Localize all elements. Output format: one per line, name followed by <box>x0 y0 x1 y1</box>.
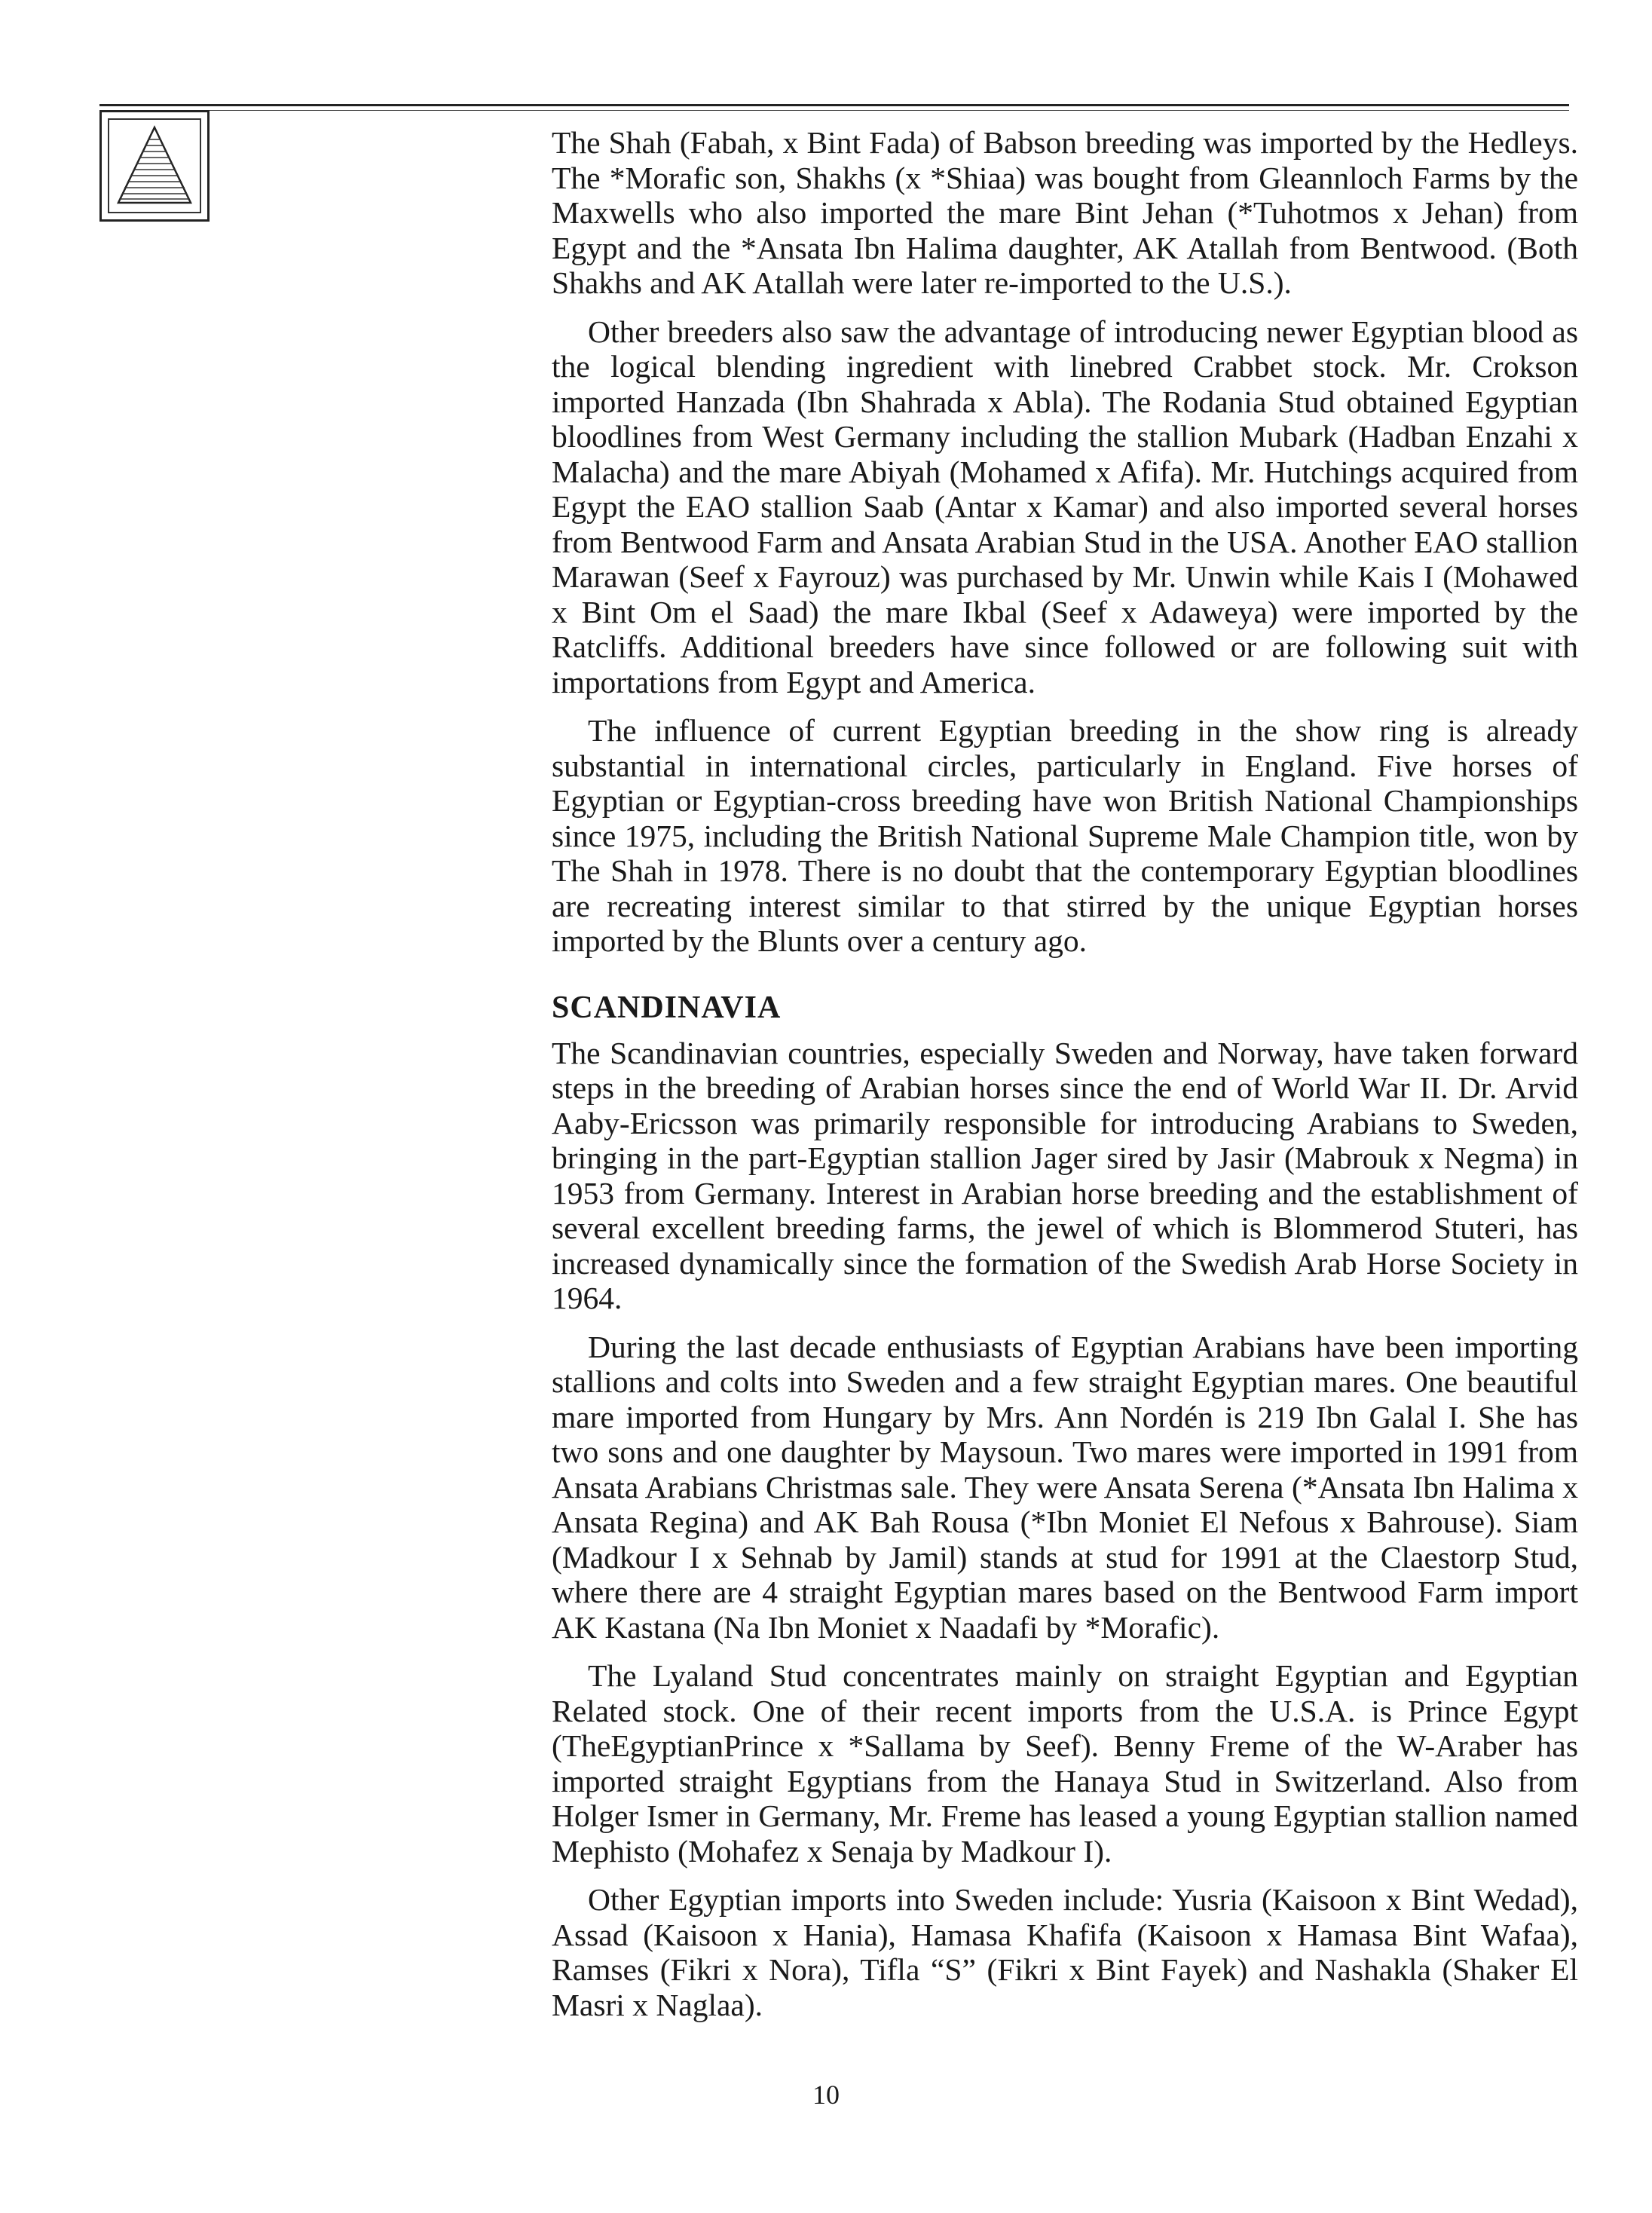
paragraph-other-imports: Other Egyptian imports into Sweden include: Yusria (Kaisoon x Bint Wedad), Assad (Kaisoon x Hania), Hamasa Khafifa (Kaisoon x Hamasa Bint Wafaa), Ramses (Fikri x Nora), Tifla “S” (Fikri x Bint Fayek) and Nashakla (Shaker El Masri x Naglaa). <box>552 1882 1578 2022</box>
paragraph-the-shah: The Shah (Fabah, x Bint Fada) of Babson breeding was imported by the Hedleys. The *Morafic son, Shakhs (x *Shiaa) was bought from Gleannloch Farms by the Maxwells who also imported the mare Bint Jehan (*Tuhotmos x Jehan) from Egypt and the *Ansata Ibn Halima daughter, AK Atallah from Bentwood. (Both Shakhs and AK Atallah were later re-imported to the U.S.). <box>552 125 1578 300</box>
paragraph-show-ring-influence: The influence of current Egyptian breeding in the show ring is already substantial in international circles, particularly in England. Five horses of Egyptian or Egyptian-cross breeding have won British National Championships since 1975, including the British National Supreme Male Champion title, won by The Shah in 1978. There is no doubt that the contemporary Egyptian bloodlines are recreating interest similar to that stirred by the unique Egyptian horses imported by the Blunts over a century ago. <box>552 713 1578 958</box>
section-heading-scandinavia: SCANDINAVIA <box>552 990 782 1025</box>
paragraph-scandinavian-countries: The Scandinavian countries, especially Sweden and Norway, have taken forward steps in the breeding of Arabian horses since the end of World War II. Dr. Arvid Aaby-Ericsson was primarily responsible for introducing Arabians to Sweden, bringing in the part-Egyptian stallion Jager sired by Jasir (Mabrouk x Negma) in 1953 from Germany. Interest in Arabian horse breeding and the establishment of several excellent breeding farms, the jewel of which is Blommerod Stuteri, has increased dynamically since the formation of the Swedish Arab Horse Society in 1964. <box>552 1035 1578 1315</box>
paragraph-other-breeders: Other breeders also saw the advantage of introducing newer Egyptian blood as the logical blending ingredient with linebred Crabbet stock. Mr. Crokson imported Hanzada (Ibn Shahrada x Abla). The Rodania Stud obtained Egyptian bloodlines from West Germany including the stallion Mubark (Hadban Enzahi x Malacha) and the mare Abiyah (Mohamed x Afifa). Mr. Hutchings acquired from Egypt the EAO stallion Saab (Antar x Kamar) and also imported several horses from Bentwood Farm and Ansata Arabian Stud in the USA. Another EAO stallion Marawan (Seef x Fayrouz) was purchased by Mr. Unwin while Kais I (Mohawed x Bint Om el Saad) the mare Ikbal (Seef x Adaweya) were imported by the Ratcliffs. Additional breeders have since followed or are following suit with importations from Egypt and America. <box>552 314 1578 699</box>
paragraph-last-decade: During the last decade enthusiasts of Egyptian Arabians have been importing stallions and colts into Sweden and a few straight Egyptian mares. One beautiful mare imported from Hungary by Mrs. Ann Nordén is 219 Ibn Galal I. She has two sons and one daughter by Maysoun. Two mares were imported in 1991 from Ansata Arabians Christmas sale. They were Ansata Serena (*Ansata Ibn Halima x Ansata Regina) and AK Bah Rousa (*Ibn Moniet El Nefous x Bahrouse). Siam (Madkour I x Sehnab by Jamil) stands at stud for 1991 at the Claestorp Stud, where there are 4 straight Egyptian mares based on the Bentwood Farm import AK Kastana (Na Ibn Moniet x Naadafi by *Morafic). <box>552 1329 1578 1645</box>
header-rule-thin <box>99 110 1569 111</box>
article-body <box>552 125 1578 2036</box>
chapter-logo <box>99 110 210 222</box>
paragraph-lyaland-stud: The Lyaland Stud concentrates mainly on straight Egyptian and Egyptian Related stock. One of their recent imports from the U.S.A. is Prince Egypt (TheEgyptianPrince x *Sallama by Seef). Benny Freme of the W-Araber has imported straight Egyptians from the Hanaya Stud in Switzerland. Also from Holger Ismer in Germany, Mr. Freme has leased a young Egyptian stallion named Mephisto (Mohafez x Senaja by Madkour I). <box>552 1658 1578 1869</box>
page-number: 10 <box>812 2080 840 2110</box>
header-rule <box>99 104 1569 106</box>
triangle-pyramid-icon <box>115 124 194 207</box>
